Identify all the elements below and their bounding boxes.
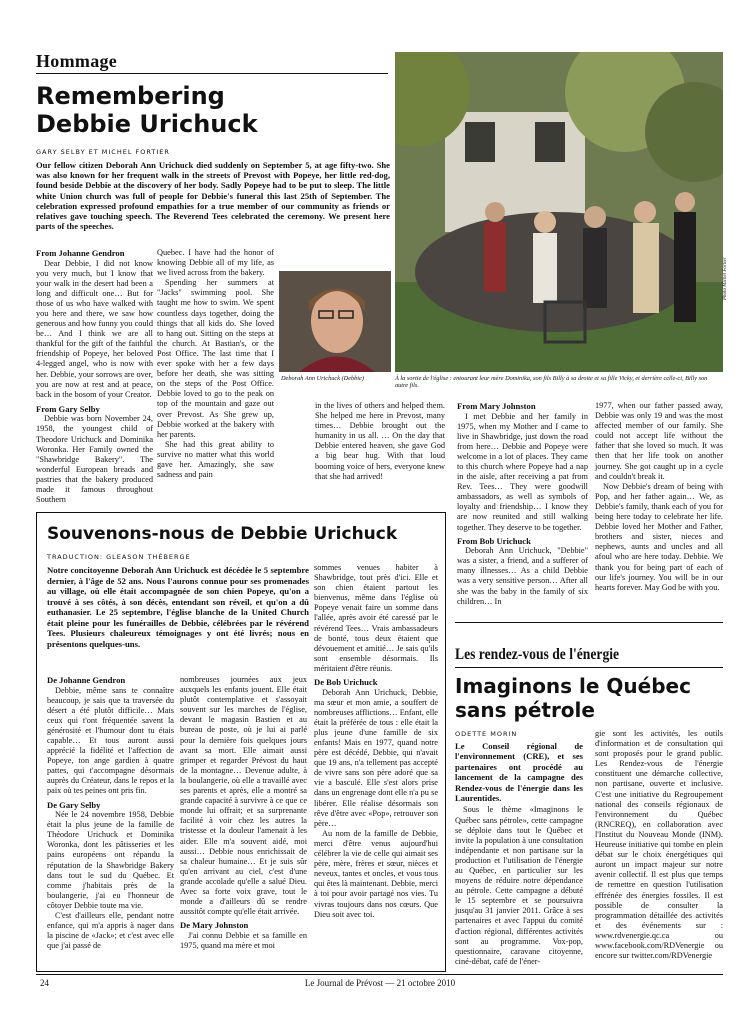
energy-byline: ODETTE MORIN xyxy=(455,730,518,738)
main-lead: Our fellow citizen Deborah Ann Urichuck died suddenly on September 5, at age fifty-two. She was also known for her frequent walk in the streets of Prevost with Popeye, her little red-dog, found beside Debbie at the discovery of her body. Sadly Popeye had to be put to sleep. The little white Union church was full of people for Debbie's funeral this last 25th of September. The celebration expressed profound empathies for a true member of our community as friends or relatives gave touching speech. The Reverend Tees celebrated the ceremony. We present here parts of the speeches. xyxy=(36,160,390,232)
main-text-bob-cont1: 1977, when our father passed away, Debbie was only 19 and was the most affected member of our family. She could not accept life without the father that she loved so much. It was then that her life took on another journey. She got caught up in a cycle and couldn't break it. xyxy=(595,401,723,481)
main-text-gary-cont4: in the lives of others and helped them. She helped me here in Prevost, many times… Debbie brought out the humanity in us all. … On the day that Debbie entered heaven, she gave God a big bear hug. With that loud booming voice of hers, everyone knew that she had arrived! xyxy=(315,401,445,481)
french-lead: Notre concitoyenne Deborah Ann Urichuck est décédée le 5 septembre dernier, à l'âge de 52 ans. Nous l'aurons connue pour ses promenades au village, où elle était accompagnée de son chien Popeye, qu'on a trouvé à ses côtés, à son décès, entendant son réveil, et qu'on a dû euthanasier. Le 25 septembre, l'église blanche de la United Church était pleine pour les funérailles de Debbie, célébrées par le révérend Tees. Plusieurs chaleureux témoignages y ont été livrés; nous en présentons quelques-uns. xyxy=(47,565,309,649)
section-divider xyxy=(36,73,388,74)
main-title xyxy=(36,82,258,138)
energy-col-1 xyxy=(455,741,583,967)
french-col-1 xyxy=(47,675,174,951)
energy-section-divider xyxy=(455,667,723,668)
energy-lead: Le Conseil régional de l'environnement (CRE), et ses partenaires ont procédé au lancement de la campagne des Rendez-vous de l'énergie dans les Laurentides. xyxy=(455,741,583,804)
french-title: Souvenons-nous de Debbie Urichuck xyxy=(47,524,398,544)
main-text-mary: I met Debbie and her family in 1975, when my Mother and I came to live in Shawbridge, just down the road from here… Debbie and Popeye were welcome in a lot of places. They came to this church where Popeye had a nap in the aisle, after receiving a pat from Rev. Tees… They were goodwill ambassadors, as well as symbols of loyalty and friendship… I know they are now reunited and still walking together. They deserve to be together. xyxy=(457,411,588,532)
main-text-gary-cont2: Spending her summers at "Jacks" swimming pool. She taught me how to swim. We spent countless days together, doing the things that all kids do. She loved to hang out. Sitting on the steps at the church. At Bastian's, or the Post Office. The last time that I ever spoke with her a few days before her death, she was sitting on the steps of the Post Office. Debbie loved to go to the peak on top of the mountain and gaze out over Prevost. As She grew up, Debbie worked at the bakery with her parents. xyxy=(157,278,274,439)
page-number: 24 xyxy=(40,978,49,988)
energy-col-2 xyxy=(595,729,723,961)
french-text-bob: Deborah Ann Urichuck, Debbie, ma sœur et mon amie, a souffert de nombreuses afflictions… Enfant, elle était la préférée de tous : elle était la plus jeune d'une famille de six enfants! Mais en 1977, quand notre père est décédé, Debbie, qui n'avait que 19 ans, n'a tellement pas accepté de vivre sans son père adoré que sa vie a basculé. Elle s'est alors prise dans un engrenage dont elle n'a pu se libérer. Elle réalise désormais son rêve d'être avec «Pop», retrouver son père… xyxy=(314,687,438,828)
main-col-5 xyxy=(595,401,723,593)
photo-credit: Photo Michel Fortier xyxy=(723,257,728,300)
french-text-mary: J'ai connu Debbie et sa famille en 1975, quand ma mère et moi xyxy=(180,930,307,950)
section-label: Hommage xyxy=(36,51,118,71)
footer-rule xyxy=(36,974,723,975)
main-col-2 xyxy=(157,248,274,480)
main-text-gary: Debbie was born November 24, 1958, the youngest child of Theodore Urichuck and Dominika Woronka. Her Family owned the "Shawbridge Bakery". The wonderful European breads and pastries that the bakery produced made it famous throughout Southern xyxy=(36,414,153,505)
main-col-1 xyxy=(36,248,153,505)
portrait-photo xyxy=(279,271,391,372)
french-col-2 xyxy=(180,675,307,951)
french-byline: TRADUCTION: GLEASON THÉBERGE xyxy=(47,553,191,561)
energy-title-line2: sans pétrole xyxy=(455,698,595,722)
energy-title-line1: Imaginons le Québec xyxy=(455,674,691,698)
french-sub-bob: De Bob Urichuck xyxy=(314,677,378,688)
french-text-gary-2: C'est d'ailleurs elle, pendant notre enfance, qui m'a appris à nager dans la piscine de «Jack»; et c'est avec elle que j'ai passé de xyxy=(47,910,174,951)
main-text-bob: Deborah Ann Urichuck, "Debbie" was a sister, a friend, and a sufferer of many illnesses… As a child Debbie was a very sensitive person… After all she was the baby in the family of six children… In xyxy=(457,546,588,606)
energy-text-2: gie sont les activités, les outils d'information et de consultation qui sont proposés pour le grand public. Les Rendez-vous de l'énergie constituent une démarche collective, non partisane, ouverte et inclusive. C'est une initiative du Regroupement national des conseils régionaux de l'environnement du Québec (RNCREQ), en collaboration avec l'Institut du Nouveau Monde (INM). Heureuse initiative qui tombe en plein débat sur le choix énergétiques qui auront un impact majeur sur notre avenir collectif. Il est plus que temps de remettre en question l'utilisation effrénée des énergies fossiles. Il est possible de consulter la programmation détaillée des activités et des événements sur : www.rdvenergie.qc.ca ou www.facebook.com/RDVenergie ou encore sur twitter.com/RDVenergie xyxy=(595,729,723,961)
main-sub-bob: From Bob Urichuck xyxy=(457,535,531,546)
main-text-gary-cont3: She had this great ability to survive no matter what this world gave her. Amazingly, she saw sadness and pain xyxy=(157,439,274,480)
french-col-3 xyxy=(314,563,438,920)
main-byline: GARY SELBY ET MICHEL FORTIER xyxy=(36,148,170,156)
portrait-caption: Deborah Ann Urichuck (Debbie) xyxy=(281,375,364,382)
main-text-johanne: Dear Debbie, I did not know you very much, but I know that your walk in the desert had been a long and difficult one… But for those of us who have walked with you here and there, we saw how generous and how funny you could be… And I think we are all thankful for the gift of the faithful friendship of Popeye, her beloved 4-legged angel, who is now with her. Debbie, your sorrows are over, you are now at rest and at peace, back in the bosom of your Creator. xyxy=(36,258,153,399)
funeral-photo xyxy=(395,52,723,372)
main-sub-johanne: From Johanne Gendron xyxy=(36,248,125,258)
main-sub-mary: From Mary Johnston xyxy=(457,401,536,411)
main-col-4 xyxy=(457,401,588,607)
main-title-line1: Remembering xyxy=(36,82,225,110)
energy-title xyxy=(455,674,691,722)
french-sub-gary: De Gary Selby xyxy=(47,799,101,810)
french-text-gary-cont: nombreuses journées aux jeux auxquels les enfants jouent. Elle était plutôt contemplative et s'assoyait souvent sur les marches de l'église, devant le magasin Bastien et au bureau de poste, où je lui ai parlé pour la dernière fois quelques jours avant sa mort. Elle aimait aussi grimper et regarder Prévost du haut de la montagne… Devenue adulte, à la boulangerie, où elle a travaillé avec ses parents et après, elle a montré sa grande capacité à survivre à ce que ce monde lui offrait; et sa surprenante facilité à voir chez les autres la tristesse et la douleur l'amenait à les aider. Elle m'a souvent aidé, moi aussi… Debbie nous enrichissait de sa chaleur humaine… Et je suis sûr qu'en arrivant au ciel, c'est d'une grande accolade qu'elle a salué Dieu. Avec sa forte voix grave, tout le monde a d'ailleurs dû se rendre aussitôt compte qu'elle était arrivée. xyxy=(180,675,307,917)
funeral-photo-caption: À la sortie de l'église : entourant leur mère Dominika, son fils Billy à sa droite et sa fille Vicky, et derrière celle-ci, Billy son autre fils. xyxy=(395,375,708,390)
french-text-johanne: Debbie, même sans te connaître beaucoup, je sais que ta traversée du désert a été plutôt difficile… Mais ceux qui t'ont fréquentée savent la générosité et l'humour dont tu étais capable… Et tous auront aussi apprécié la fidélité et l'affection de Popeye, ton ange gardien à quatre pattes, qui t'accompagne désormais auprès du Créateur, dans le repos et la paix où tes peines ont pris fin. xyxy=(47,685,174,796)
main-title-line2: Debbie Urichuck xyxy=(36,110,258,138)
main-text-gary-cont1: Quebec. I have had the honor of knowing Debbie all of my life, as we lived across from the bakery. xyxy=(157,248,274,278)
french-sub-mary: De Mary Johnston xyxy=(180,920,249,931)
french-sub-johanne: De Johanne Gendron xyxy=(47,675,126,685)
french-text-mary-cont: sommes venues habiter à Shawbridge, tout près d'ici. Elle et son chien étaient partout les bienvenus, même dans l'église où Popeye venait faire un somme dans l'allée, après avoir été caressé par le révérend Tees… Vrais ambassadeurs de bonté, tous deux étaient que dévouement et amitié… Je sais qu'ils sont ensemble désormais. Ils méritaient d'être réunis. xyxy=(314,563,438,673)
french-text-gary: Née le 24 novembre 1958, Debbie était la plus jeune de la famille de Théodore Urichuck et Dominika Woronka, dont les pâtisseries et les pains européens ont répandu la réputation de la Shawbridge Bakery dans tout le sud du Québec. Et comme j'habitais près de la boulangerie, j'ai eu l'honneur de côtoyer Debbie toute ma vie. xyxy=(47,810,174,910)
main-col-3 xyxy=(315,401,445,482)
energy-section-label: Les rendez-vous de l'énergie xyxy=(455,646,620,663)
energy-top-rule xyxy=(455,622,723,623)
french-text-bob-2: Au nom de la famille de Debbie, merci d'être venus aujourd'hui célébrer la vie de celle qui aimait ses père, mère, frères et sœur, nièces et neveux, tantes et oncles, et vous tous qui êtes là maintenant. Debbie, merci à toi pour avoir partagé nos vies. Tu vivras toujours dans nos cœurs. Que Dieu soit avec toi. xyxy=(314,828,438,919)
main-text-bob-cont2: Now Debbie's dream of being with Pop, and her father again… We, as Debbie's family, thank each of you for being here today to celebrate her life. Debbie loved her Mother and Father, brothers and sister, nieces and nephews, aunts and uncles and all afoul who are here today. Debbie. We thank you for being part of each of our life's journey. You will be in our hearts forever. May God be with you. xyxy=(595,481,723,592)
energy-text-1: Sous le thème «Imaginons le Québec sans pétrole», cette campagne se déploie dans tout le Québec et invite la population à une consultation indépendante et non partisane sur la production et l'utilisation de l'énergie au Québec, en particulier sur les moyens de réduire notre dépendance au pétrole. Cette campagne a débuté le 15 septembre et se poursuivra jusqu'au 31 janvier 2011. Grâce à ses partenaires et avec l'appui du comité d'action régional, différentes activités sont au programme. Vox-pop, questionnaire, caravane citoyenne, ciné-débat, café de l'éner- xyxy=(455,805,583,966)
publication-footer: Le Journal de Prévost — 21 octobre 2010 xyxy=(304,978,456,988)
main-sub-gary: From Gary Selby xyxy=(36,403,100,414)
